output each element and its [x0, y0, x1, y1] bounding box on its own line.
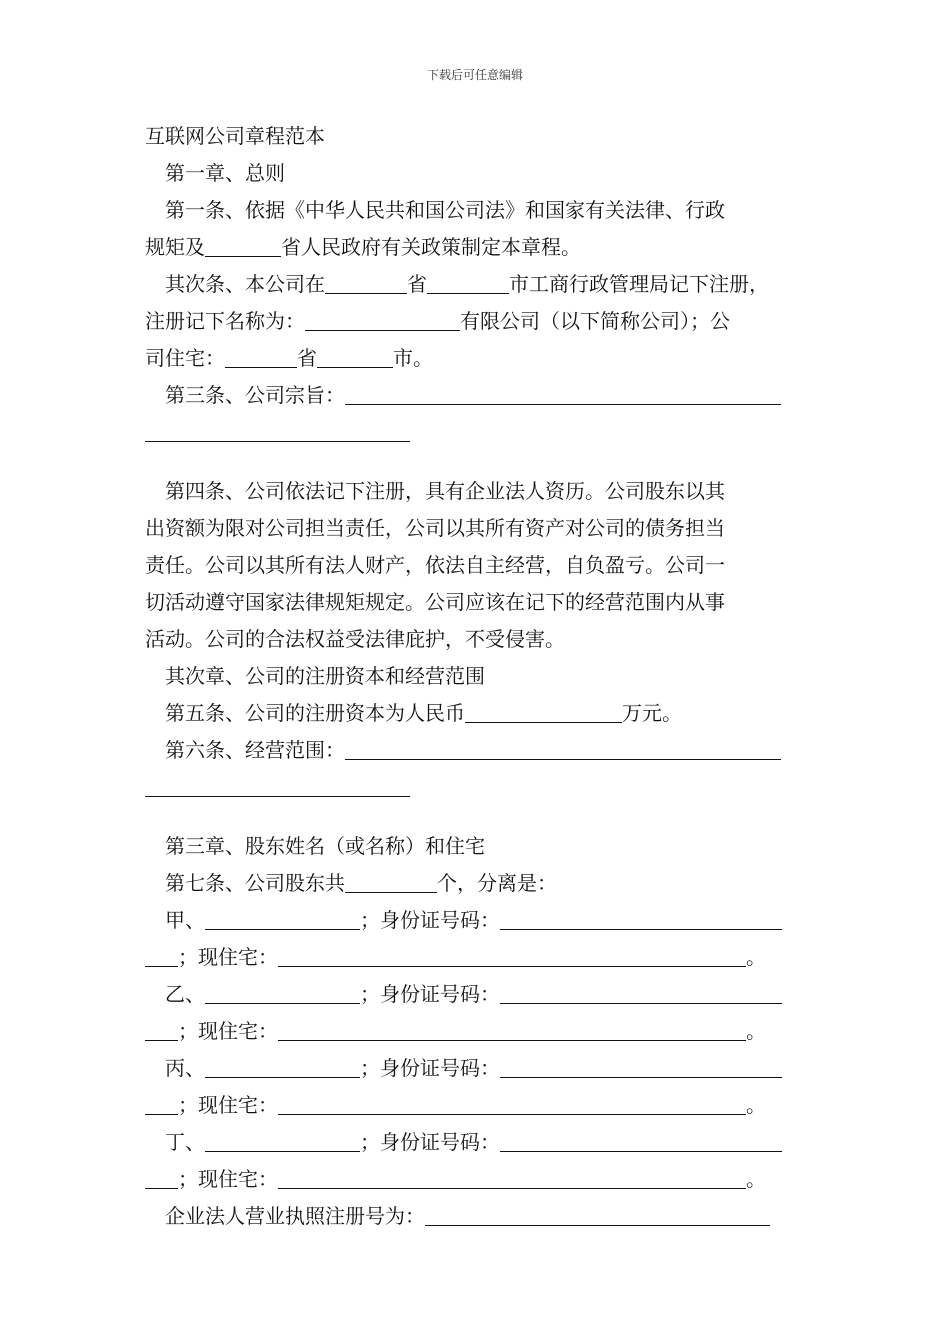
document-title: 互联网公司章程范本	[145, 124, 325, 148]
register-city-blank[interactable]	[427, 267, 509, 294]
article-4-line-1: 第四条、公司依法记下注册，具有企业法人资历。公司股东以其	[165, 479, 725, 503]
chapter-3-heading: 第三章、股东姓名（或名称）和住宅	[165, 834, 485, 858]
article-1-text-a: 规矩及	[145, 235, 205, 259]
article-2-text-c: 市工商行政管理局记下注册，	[509, 272, 769, 296]
shareholder-2-address-blank[interactable]	[278, 1014, 746, 1041]
article-2-text-b: 省	[407, 272, 427, 296]
article-7	[145, 865, 810, 902]
shareholder-1-label: 甲、	[165, 908, 205, 932]
shareholder-2-line-2	[145, 1013, 810, 1050]
id-label: ；身份证号码：	[360, 1130, 500, 1154]
period: 。	[746, 1167, 766, 1191]
article-4-line-2: 出资额为限对公司担当责任，公司以其所有资产对公司的债务担当	[145, 516, 725, 540]
article-1-line-2	[145, 229, 810, 266]
address-province-blank[interactable]	[225, 341, 297, 368]
shareholder-3-name-blank[interactable]	[205, 1051, 360, 1078]
period: 。	[746, 1019, 766, 1043]
shareholder-3-line-2	[145, 1087, 810, 1124]
shareholder-2-id-blank-continued[interactable]	[145, 1014, 178, 1041]
address-label: ；现住宅：	[178, 945, 278, 969]
article-4-line-4: 切活动遵守国家法律规矩规定。公司应该在记下的经营范围内从事	[145, 590, 725, 614]
shareholder-3-id-blank[interactable]	[500, 1051, 782, 1078]
article-3-line-2	[145, 414, 810, 451]
id-label: ；身份证号码：	[360, 908, 500, 932]
article-1-text-b: 省人民政府有关政策制定本章程。	[281, 235, 581, 259]
shareholder-3-id-blank-continued[interactable]	[145, 1088, 178, 1115]
chapter-1-heading: 第一章、总则	[165, 161, 285, 185]
address-city-blank[interactable]	[317, 341, 393, 368]
article-2-text-e: 有限公司（以下简称公司）；公	[460, 309, 730, 333]
article-2-line-3	[145, 340, 810, 377]
article-7-text-b: 个，分离是：	[437, 871, 557, 895]
article-2-text-f: 司住宅：	[145, 346, 225, 370]
business-scope-blank-continued[interactable]	[145, 770, 410, 797]
address-label: ；现住宅：	[178, 1167, 278, 1191]
shareholder-1-address-blank[interactable]	[278, 940, 746, 967]
article-2-line-1	[145, 266, 810, 303]
article-5-text-b: 万元。	[622, 701, 682, 725]
shareholder-count-blank[interactable]	[345, 866, 437, 893]
register-province-blank[interactable]	[325, 267, 407, 294]
article-2-text-h: 市。	[393, 346, 433, 370]
period: 。	[746, 1093, 766, 1117]
shareholder-4-line-1	[145, 1124, 810, 1161]
period: 。	[746, 945, 766, 969]
article-2-text-a: 其次条、本公司在	[165, 272, 325, 296]
shareholder-3-address-blank[interactable]	[278, 1088, 746, 1115]
article-5-text-a: 第五条、公司的注册资本为人民币	[165, 701, 465, 725]
license-label: 企业法人营业执照注册号为：	[165, 1204, 425, 1228]
page-header-note: 下载后可任意编辑	[426, 68, 523, 82]
capital-blank[interactable]	[465, 696, 622, 723]
document-body	[145, 118, 810, 1235]
shareholder-4-address-blank[interactable]	[278, 1162, 746, 1189]
article-6-line-2	[145, 769, 810, 806]
article-1-line-1: 第一条、依据《中华人民共和国公司法》和国家有关法律、行政	[165, 198, 725, 222]
shareholder-4-label: 丁、	[165, 1130, 205, 1154]
article-6-label: 第六条、经营范围：	[165, 738, 345, 762]
shareholder-3-label: 丙、	[165, 1056, 205, 1080]
shareholder-2-name-blank[interactable]	[205, 977, 360, 1004]
shareholder-1-id-blank-continued[interactable]	[145, 940, 178, 967]
shareholder-4-name-blank[interactable]	[205, 1125, 360, 1152]
license-line	[145, 1198, 810, 1235]
address-label: ；现住宅：	[178, 1093, 278, 1117]
article-2-text-g: 省	[297, 346, 317, 370]
purpose-blank[interactable]	[345, 378, 781, 405]
company-name-blank[interactable]	[305, 304, 460, 331]
shareholder-3-line-1	[145, 1050, 810, 1087]
article-3-label: 第三条、公司宗旨：	[165, 383, 345, 407]
id-label: ；身份证号码：	[360, 982, 500, 1006]
address-label: ；现住宅：	[178, 1019, 278, 1043]
shareholder-4-id-blank-continued[interactable]	[145, 1162, 178, 1189]
business-scope-blank[interactable]	[345, 733, 781, 760]
shareholder-1-name-blank[interactable]	[205, 903, 360, 930]
license-number-blank[interactable]	[425, 1199, 770, 1226]
article-7-text-a: 第七条、公司股东共	[165, 871, 345, 895]
article-6-line-1	[145, 732, 810, 769]
article-4-line-5: 活动。公司的合法权益受法律庇护，不受侵害。	[145, 627, 565, 651]
article-5	[145, 695, 810, 732]
article-2-text-d: 注册记下名称为：	[145, 309, 305, 333]
id-label: ；身份证号码：	[360, 1056, 500, 1080]
article-3-line-1	[145, 377, 810, 414]
shareholder-1-id-blank[interactable]	[500, 903, 782, 930]
shareholder-2-label: 乙、	[165, 982, 205, 1006]
shareholder-2-id-blank[interactable]	[500, 977, 782, 1004]
province-blank[interactable]	[205, 230, 281, 257]
shareholder-2-line-1	[145, 976, 810, 1013]
purpose-blank-continued[interactable]	[145, 415, 410, 442]
shareholder-1-line-2	[145, 939, 810, 976]
article-2-line-2	[145, 303, 810, 340]
shareholder-1-line-1	[145, 902, 810, 939]
shareholder-4-id-blank[interactable]	[500, 1125, 782, 1152]
article-4-line-3: 责任。公司以其所有法人财产，依法自主经营，自负盈亏。公司一	[145, 553, 725, 577]
shareholder-4-line-2	[145, 1161, 810, 1198]
chapter-2-heading: 其次章、公司的注册资本和经营范围	[165, 664, 485, 688]
